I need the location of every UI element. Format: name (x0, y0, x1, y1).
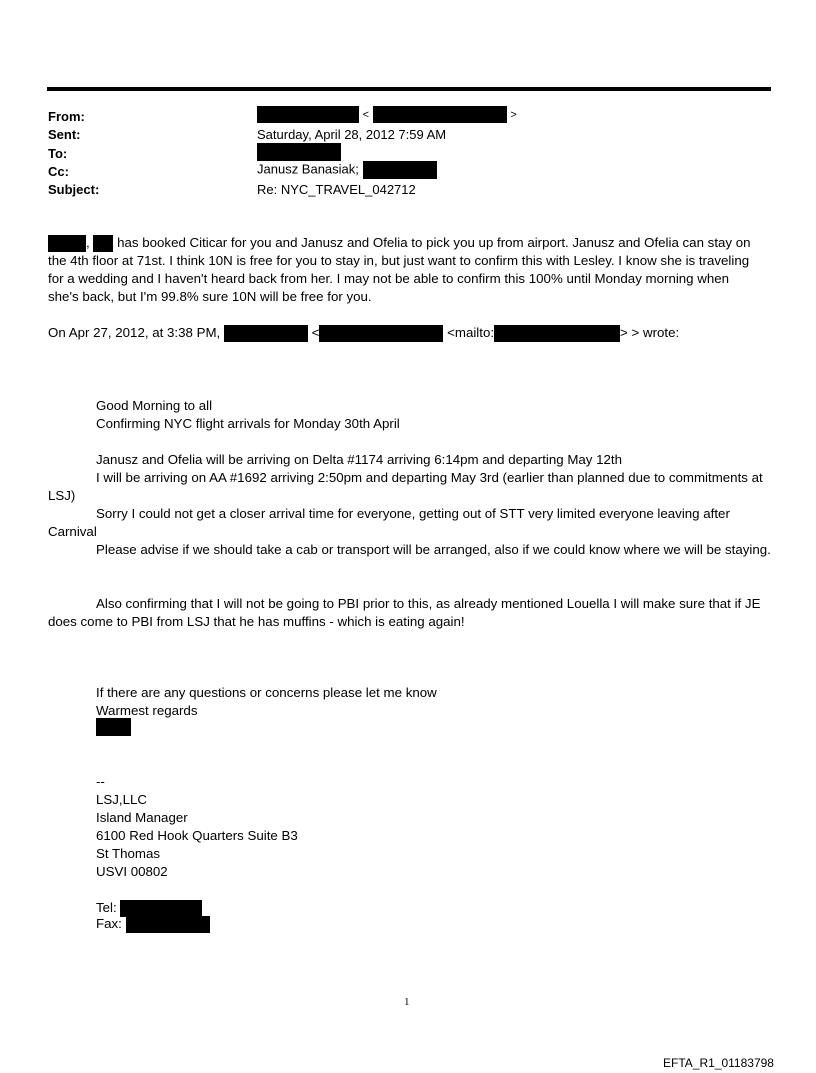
reply-line-2: the 4th floor at 71st. I think 10N is free for you to stay in, but just want to confirm this with Lesley. I know she is traveling (48, 253, 750, 268)
pbi-line: Also confirming that I will not be going to PBI prior to this, as already mentioned Louella I will make sure that if JE does come to PBI from LSJ that he has muffins - which is eating again! (48, 596, 761, 629)
redacted-sender-name (224, 325, 308, 342)
tel-label: Tel: (96, 900, 117, 915)
redacted-sender-name (257, 106, 359, 123)
redacted-sender-email (373, 106, 507, 123)
subject-value: Re: NYC_TRAVEL_042712 (257, 182, 416, 197)
redacted-name (96, 718, 131, 736)
cc-value (257, 161, 437, 179)
sig-title: Island Manager (96, 810, 188, 825)
sig-postal: USVI 00802 (96, 864, 168, 879)
sig-dashes: -- (96, 774, 105, 789)
fax-label: Fax: (96, 916, 122, 931)
page-number: 1 (404, 996, 410, 1008)
greeting: Good Morning to all (96, 398, 213, 413)
questions-line: If there are any questions or concerns please let me know (96, 685, 437, 700)
header-rule (47, 87, 771, 91)
quote-intro (48, 324, 679, 342)
quote-intro-lt: < (311, 325, 320, 340)
janusz-line: Janusz and Ofelia will be arriving on Delta #1174 arriving 6:14pm and departing May 12th (96, 452, 623, 467)
redacted-fax (126, 916, 210, 933)
redacted-mailto (494, 325, 620, 342)
redacted-name (48, 235, 86, 252)
reply-line-4: she's back, but I'm 99.8% sure 10N will be free for you. (48, 289, 372, 304)
from-gt: > (510, 109, 517, 121)
sig-address: 6100 Red Hook Quarters Suite B3 (96, 828, 298, 843)
cc-name: Janusz Banasiak; (257, 161, 359, 177)
to-value (257, 143, 341, 161)
sorry-line: Sorry I could not get a closer arrival time for everyone, getting out of STT very limited everyone leaving after Carnival (48, 506, 730, 539)
quote-intro-prefix: On Apr 27, 2012, at 3:38 PM, (48, 325, 221, 340)
advise-line: Please advise if we should take a cab or transport will be arranged, also if we could know where we will be staying. (96, 542, 771, 557)
reply-line-3: for a wedding and I haven't heard back from her. I may not be able to confirm this 100% until Monday morning when (48, 271, 730, 286)
from-value (257, 106, 517, 123)
sig-company: LSJ,LLC (96, 792, 147, 807)
redacted-cc (363, 161, 437, 179)
redacted-signature-name (96, 718, 131, 736)
from-label: From: (48, 109, 85, 124)
subject-label: Subject: (48, 182, 100, 197)
redacted-recipient (257, 143, 341, 161)
redacted-sender-email (319, 325, 443, 342)
confirming-line: Confirming NYC flight arrivals for Monday 30th April (96, 416, 400, 431)
sent-label: Sent: (48, 127, 81, 142)
quote-intro-suffix: > > wrote: (620, 325, 680, 340)
cc-label: Cc: (48, 164, 69, 179)
sig-city: St Thomas (96, 846, 161, 861)
reply-comma: , (86, 235, 90, 250)
aa-line: I will be arriving on AA #1692 arriving 2:50pm and departing May 3rd (earlier than planned due to commitments at LSJ) (48, 470, 763, 503)
document-id: EFTA_R1_01183798 (663, 1056, 774, 1070)
reply-line-1-text: has booked Citicar for you and Janusz and Ofelia to pick you up from airport. Janusz and Ofelia can stay on (117, 235, 751, 250)
sig-fax (96, 915, 210, 933)
redacted-name (93, 235, 113, 252)
from-lt: < (362, 109, 370, 121)
reply-line-1 (48, 234, 751, 252)
regards-line: Warmest regards (96, 703, 198, 718)
to-label: To: (48, 146, 68, 161)
sent-value: Saturday, April 28, 2012 7:59 AM (257, 127, 447, 142)
quote-intro-mailto: <mailto: (447, 325, 495, 340)
